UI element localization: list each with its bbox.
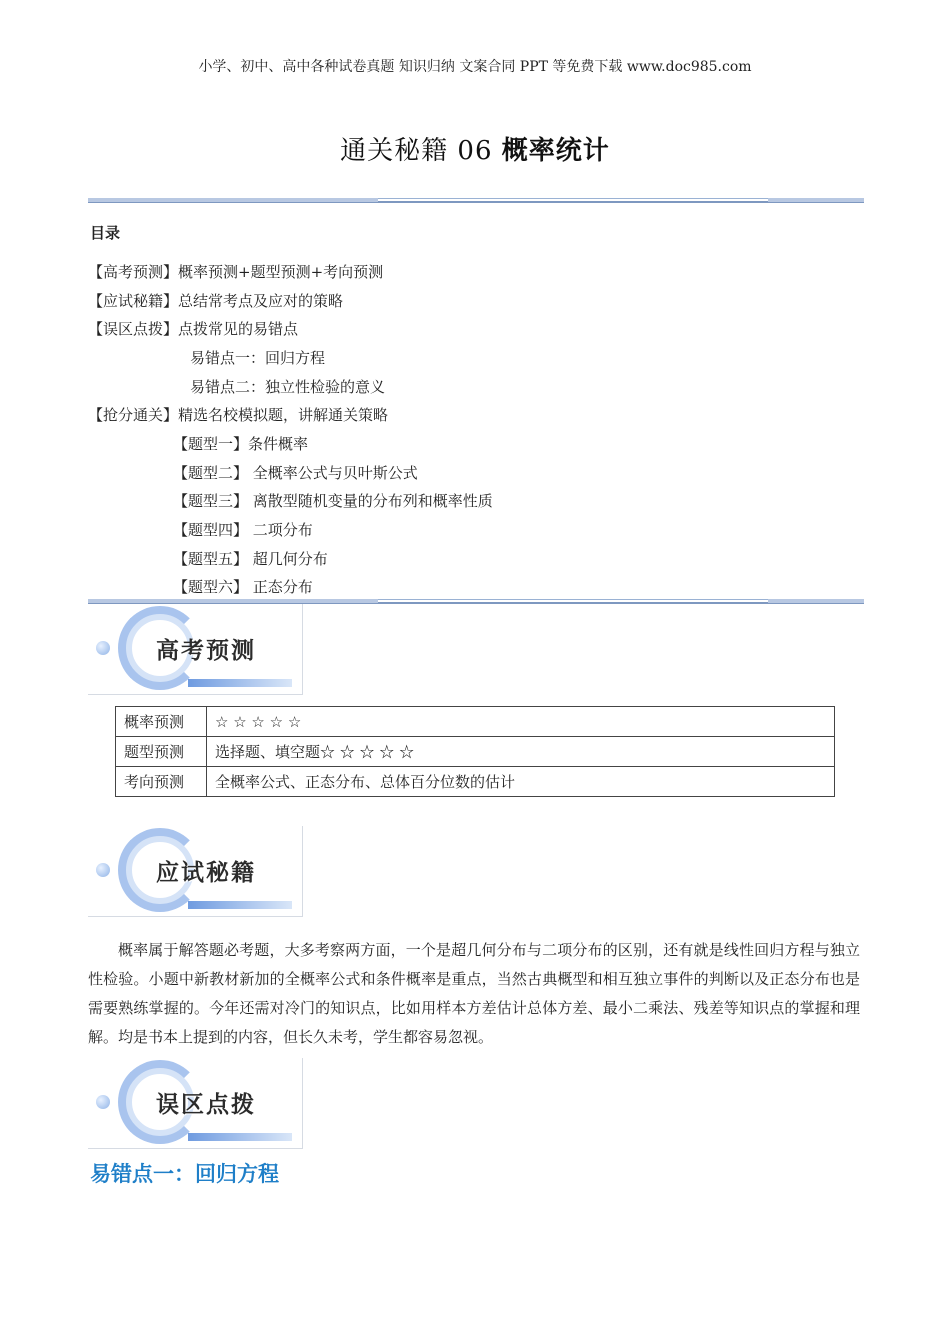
page-title bbox=[0, 130, 950, 167]
toc-line[interactable]: 【应试秘籍】总结常考点及应对的策略 bbox=[88, 292, 344, 310]
toc-line[interactable]: 【题型五】 超几何分布 bbox=[173, 550, 328, 568]
toc-line[interactable]: 【题型二】 全概率公式与贝叶斯公式 bbox=[173, 464, 418, 482]
forecast-table bbox=[115, 706, 835, 797]
bullet-icon bbox=[96, 1095, 110, 1109]
table-value: 选择题、填空题☆ ☆ ☆ ☆ ☆ bbox=[207, 737, 835, 767]
secrets-paragraph: 概率属于解答题必考题，大多考察两方面，一个是超几何分布与二项分布的区别，还有就是线性回归方程与独立性检验。小题中新教材新加的全概率公式和条件概率是重点，当然古典概型和相互独立事件的判断以及正态分布也是需要熟练掌握的。今年还需对冷门的知识点，比如用样本方差估计总体方差、最小二乘法、残差等知识点的掌握和理解。均是书本上提到的内容，但长久未考，学生都容易忽视。 bbox=[88, 941, 860, 1046]
toc-line[interactable]: 易错点一：回归方程 bbox=[190, 349, 326, 367]
banner-secrets bbox=[88, 826, 303, 917]
page-header: 小学、初中、高中各种试卷真题 知识归纳 文案合同 PPT 等免费下载 www.doc985.com bbox=[198, 59, 752, 75]
table-value: ☆ ☆ ☆ ☆ ☆ bbox=[207, 707, 835, 737]
banner-label: 误区点拨 bbox=[156, 1092, 256, 1118]
title-prefix: 通关秘籍 06 bbox=[340, 136, 502, 166]
table-key: 概率预测 bbox=[116, 707, 207, 737]
divider-top bbox=[88, 198, 864, 204]
pitfall-one-heading: 易错点一：回归方程 bbox=[90, 1162, 279, 1186]
toc-line[interactable]: 【题型三】 离散型随机变量的分布列和概率性质 bbox=[173, 492, 493, 510]
bullet-icon bbox=[96, 641, 110, 655]
toc-line[interactable]: 【题型四】 二项分布 bbox=[173, 521, 313, 539]
banner-pitfalls bbox=[88, 1058, 303, 1149]
table-value: 全概率公式、正态分布、总体百分位数的估计 bbox=[207, 767, 835, 797]
toc-heading: 目录 bbox=[90, 224, 121, 242]
bullet-icon bbox=[96, 863, 110, 877]
toc-line[interactable]: 【题型六】 正态分布 bbox=[173, 578, 313, 596]
toc-line[interactable]: 【误区点拨】点拨常见的易错点 bbox=[88, 320, 299, 338]
toc-line[interactable]: 【高考预测】概率预测+题型预测+考向预测 bbox=[88, 263, 384, 281]
table-row bbox=[116, 707, 835, 737]
banner-forecast bbox=[88, 604, 303, 695]
table-key: 考向预测 bbox=[116, 767, 207, 797]
title-bold: 概率统计 bbox=[501, 136, 610, 166]
table-row bbox=[116, 737, 835, 767]
table-key: 题型预测 bbox=[116, 737, 207, 767]
table-row bbox=[116, 767, 835, 797]
toc-line[interactable]: 易错点二：独立性检验的意义 bbox=[190, 378, 386, 396]
banner-label: 高考预测 bbox=[156, 638, 256, 664]
toc-line[interactable]: 【题型一】条件概率 bbox=[173, 435, 309, 453]
toc-line[interactable]: 【抢分通关】精选名校模拟题，讲解通关策略 bbox=[88, 406, 389, 424]
banner-label: 应试秘籍 bbox=[156, 860, 256, 886]
